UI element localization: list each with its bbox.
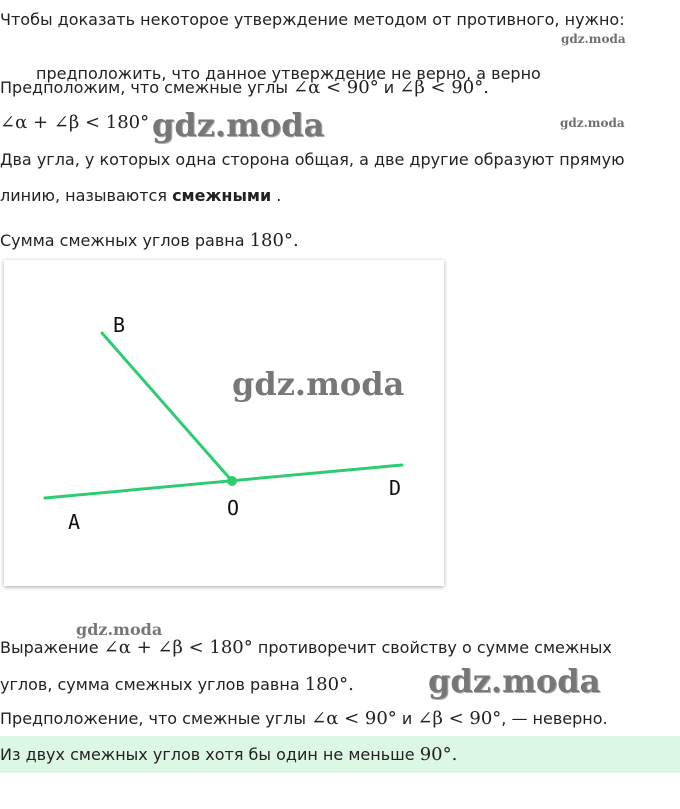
intro-text: Чтобы доказать некоторое утверждение методом от противного, нужно: <box>0 10 625 29</box>
conclusion-line <box>0 745 457 765</box>
adjacent-angles-figure <box>4 260 444 586</box>
wrong-suffix: , — неверно. <box>501 709 608 728</box>
point-o-dot <box>227 476 237 486</box>
sum-line <box>0 231 299 251</box>
conclusion-end: . <box>451 744 458 765</box>
conclusion-box <box>0 736 680 773</box>
definition-line-1: Два угла, у которых одна сторона общая, а две другие образуют прямую <box>0 150 625 169</box>
contradiction-line-1 <box>0 638 612 658</box>
contradiction-line-2 <box>0 675 354 695</box>
clipped-assumption-text: предположить, что данное утверждение не верно, а верно <box>36 64 541 83</box>
label-d: D <box>389 476 402 500</box>
contradiction-line2-value: 180° <box>304 674 349 695</box>
definition-line-2 <box>0 186 281 206</box>
wrong-assumption-line <box>0 709 608 729</box>
ray-ob <box>102 333 232 481</box>
definition-term: смежными <box>172 186 272 205</box>
contradiction-line2-prefix: углов, сумма смежных углов равна <box>0 675 305 694</box>
definition-suffix: . <box>271 186 282 205</box>
watermark-figure: gdz.moda <box>232 365 405 403</box>
contradiction-line2-end: . <box>348 674 354 695</box>
assumption-expr-alpha: ∠α < 90° <box>293 77 379 98</box>
assumption-line <box>0 78 489 98</box>
label-b: B <box>113 313 126 337</box>
sum-end: . <box>292 230 299 251</box>
assumption-conj: и <box>378 78 400 97</box>
wrong-expr-beta: ∠β < 90° <box>417 708 502 729</box>
watermark-mid: gdz.moda <box>76 620 163 639</box>
inequality-line: ∠α + ∠β < 180° <box>0 112 150 133</box>
conclusion-value: 90° <box>419 744 452 765</box>
wrong-conj: и <box>396 709 418 728</box>
sum-value: 180° <box>249 230 293 251</box>
assumption-expr-beta: ∠β < 90° <box>399 77 484 98</box>
contradiction-suffix: противоречит свойству о сумме смежных <box>252 638 612 657</box>
figure-svg <box>4 260 444 586</box>
conclusion-prefix: Из двух смежных углов хотя бы один не меньше <box>0 745 420 764</box>
wrong-prefix: Предположение, что смежные углы <box>0 709 312 728</box>
watermark-small-top: gdz.moda <box>561 32 626 46</box>
watermark-small-2: gdz.moda <box>560 116 625 130</box>
assumption-prefix: Предположим, что смежные углы <box>0 78 294 97</box>
watermark-large-2: gdz.moda <box>428 662 601 700</box>
watermark-large-1: gdz.moda <box>152 106 325 144</box>
contradiction-expr: ∠α + ∠β < 180° <box>103 637 253 658</box>
wrong-expr-alpha: ∠α < 90° <box>311 708 397 729</box>
assumption-end: . <box>483 77 489 98</box>
label-a: A <box>68 510 81 534</box>
label-o: O <box>227 496 240 520</box>
contradiction-prefix: Выражение <box>0 638 104 657</box>
definition-prefix: линию, называются <box>0 186 173 205</box>
sum-prefix: Сумма смежных углов равна <box>0 231 250 250</box>
